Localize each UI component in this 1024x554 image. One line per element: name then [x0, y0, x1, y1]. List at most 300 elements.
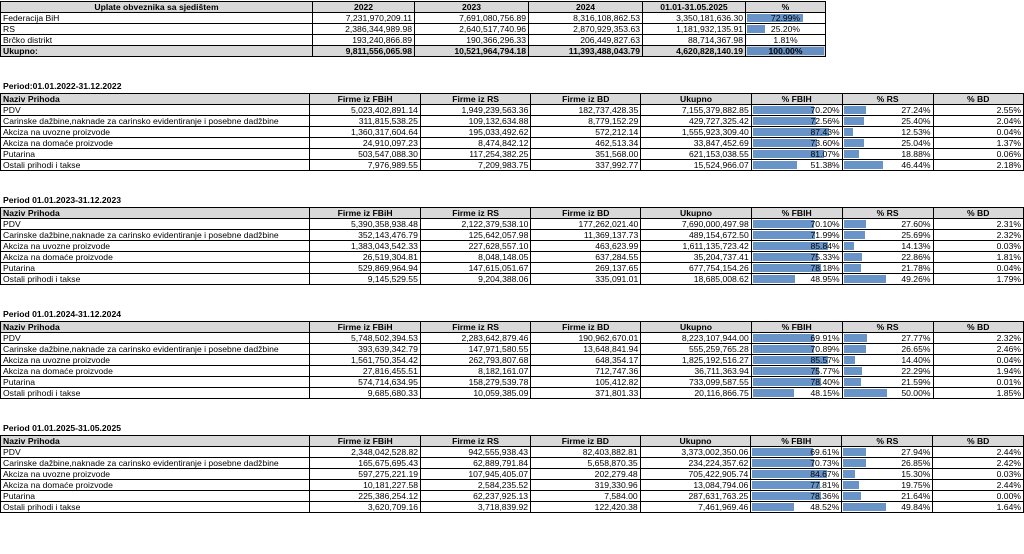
column-header: Naziv Prihoda	[1, 436, 310, 447]
percent-value: 27.77%	[901, 333, 931, 343]
summary-value-cell: 4,620,828,140.19	[643, 46, 746, 57]
percent-value: 25.04%	[901, 138, 931, 148]
summary-value-cell: 8,316,108,862.53	[529, 13, 643, 24]
percent-value: 72.56%	[810, 116, 840, 126]
amount-cell: 712,747.36	[531, 366, 641, 377]
percent-bar	[844, 128, 853, 136]
percent-bd-cell: 2.32%	[933, 333, 1024, 344]
summary-value-cell: 2,870,929,353.63	[529, 24, 643, 35]
percent-rs-cell	[842, 447, 933, 458]
percent-value: 25.40%	[901, 116, 931, 126]
amount-cell: 234,224,357.62	[640, 458, 751, 469]
percent-value: 81.07%	[810, 149, 840, 159]
table-row	[1, 263, 1024, 274]
revenue-name-cell: PDV	[1, 333, 310, 344]
revenue-name-cell: Akciza na uvozne proizvode	[1, 127, 310, 138]
period-title: Period:01.01.2022-31.12.2022	[3, 81, 122, 91]
percent-value: 51.38%	[810, 160, 840, 170]
summary-value-cell: 190,366,296.33	[415, 35, 529, 46]
percent-bd-cell: 0.04%	[933, 355, 1024, 366]
percent-value: 26.65%	[901, 344, 931, 354]
amount-cell: 190,962,670.01	[531, 333, 641, 344]
percent-bar	[753, 117, 816, 125]
column-header: Naziv Prihoda	[1, 208, 310, 219]
amount-cell: 82,403,882.81	[531, 447, 641, 458]
amount-cell: 1,825,192,516.27	[641, 355, 751, 366]
percent-bar	[844, 389, 887, 397]
amount-cell: 371,801.33	[531, 388, 641, 399]
column-header: Firme iz RS	[421, 436, 531, 447]
amount-cell: 36,711,363.94	[641, 366, 751, 377]
percent-value: 75.33%	[810, 252, 840, 262]
percent-bd-cell: 2.04%	[933, 116, 1024, 127]
percent-bar	[844, 242, 855, 250]
table-row	[1, 219, 1024, 230]
percent-rs-cell	[842, 355, 933, 366]
percent-fbih-cell	[751, 355, 842, 366]
amount-cell: 8,223,107,944.00	[641, 333, 751, 344]
amount-cell: 7,155,379,882.85	[641, 105, 751, 116]
table-row	[1, 138, 1024, 149]
summary-header: 2022	[313, 2, 415, 13]
percent-bd-cell: 2.18%	[933, 160, 1024, 171]
amount-cell: 105,412.82	[531, 377, 641, 388]
percent-value: 14.13%	[901, 241, 931, 251]
table-row	[1, 480, 1024, 491]
summary-percent-cell	[746, 13, 826, 24]
amount-cell: 35,204,737.41	[641, 252, 751, 263]
percent-value: 27.24%	[901, 105, 931, 115]
table-row	[1, 127, 1024, 138]
table-row	[1, 388, 1024, 399]
percent-value: 100.00%	[768, 46, 803, 56]
amount-cell: 429,727,325.42	[641, 116, 751, 127]
amount-cell: 165,675,695.43	[310, 458, 421, 469]
percent-bar	[844, 378, 861, 386]
percent-fbih-cell	[751, 447, 842, 458]
column-header: % FBIH	[751, 322, 842, 333]
table-row	[1, 469, 1024, 480]
amount-cell: 2,584,235.52	[421, 480, 531, 491]
summary-percent-cell	[746, 46, 826, 57]
percent-bd-cell: 1.79%	[933, 274, 1024, 285]
column-header: % BD	[933, 436, 1024, 447]
percent-fbih-cell	[751, 388, 842, 399]
amount-cell: 10,181,227.58	[310, 480, 421, 491]
summary-value-cell: 7,231,970,209.11	[313, 13, 415, 24]
percent-rs-cell	[842, 263, 933, 274]
amount-cell: 503,547,088.30	[310, 149, 420, 160]
percent-fbih-cell	[751, 344, 842, 355]
column-header: Naziv Prihoda	[1, 322, 310, 333]
percent-bar	[843, 470, 855, 478]
revenue-name-cell: Akciza na domaće proizvode	[1, 366, 310, 377]
amount-cell: 62,237,925.13	[421, 491, 531, 502]
percent-bd-cell: 2.44%	[933, 480, 1024, 491]
percent-bd-cell: 0.04%	[933, 263, 1024, 274]
percent-value: 70.20%	[810, 105, 840, 115]
percent-value: 73.60%	[810, 138, 840, 148]
revenue-name-cell: Akciza na uvozne proizvode	[1, 355, 310, 366]
percent-value: 1.81%	[773, 35, 798, 45]
table-row	[1, 333, 1024, 344]
column-header: % RS	[842, 208, 933, 219]
percent-bar	[753, 367, 819, 375]
amount-cell: 2,283,642,879.46	[420, 333, 530, 344]
percent-bar	[753, 231, 816, 239]
percent-bar	[844, 161, 884, 169]
percent-value: 27.94%	[901, 447, 931, 457]
amount-cell: 351,568.00	[531, 149, 641, 160]
percent-fbih-cell	[751, 149, 842, 160]
percent-fbih-cell	[751, 480, 842, 491]
percent-rs-cell	[842, 149, 933, 160]
column-header: Firme iz RS	[420, 322, 530, 333]
amount-cell: 1,561,750,354.42	[310, 355, 420, 366]
percent-value: 21.78%	[901, 263, 931, 273]
amount-cell: 529,869,964.94	[310, 263, 420, 274]
percent-value: 49.26%	[901, 274, 931, 284]
percent-bar	[753, 139, 817, 147]
percent-fbih-cell	[751, 491, 842, 502]
period-table	[0, 435, 1024, 513]
column-header: Firme iz FBiH	[310, 94, 420, 105]
table-row	[1, 116, 1024, 127]
amount-cell: 5,658,870.35	[531, 458, 641, 469]
percent-bd-cell: 1.94%	[933, 366, 1024, 377]
percent-bd-cell: 0.06%	[933, 149, 1024, 160]
amount-cell: 7,461,969.46	[640, 502, 751, 513]
summary-value-cell: 7,691,080,756.89	[415, 13, 529, 24]
amount-cell: 9,145,529.55	[310, 274, 420, 285]
amount-cell: 1,360,317,604.64	[310, 127, 420, 138]
percent-bar	[752, 448, 813, 456]
percent-fbih-cell	[751, 366, 842, 377]
column-header: Naziv Prihoda	[1, 94, 310, 105]
revenue-name-cell: Akciza na domaće proizvode	[1, 480, 310, 491]
column-header: % BD	[933, 322, 1024, 333]
percent-bar	[843, 492, 860, 500]
percent-value: 71.99%	[810, 230, 840, 240]
percent-rs-cell	[842, 138, 933, 149]
period-table	[0, 207, 1024, 285]
percent-bar	[843, 503, 886, 511]
summary-label-cell: RS	[1, 24, 313, 35]
table-row	[1, 252, 1024, 263]
percent-fbih-cell	[751, 469, 842, 480]
amount-cell: 335,091.01	[531, 274, 641, 285]
amount-cell: 8,474,842.12	[420, 138, 530, 149]
summary-value-cell: 2,640,517,740.96	[415, 24, 529, 35]
percent-value: 70.73%	[810, 458, 840, 468]
amount-cell: 555,259,765.28	[641, 344, 751, 355]
percent-bd-cell: 2.42%	[933, 458, 1024, 469]
amount-cell: 7,976,989.55	[310, 160, 420, 171]
percent-bar	[844, 275, 886, 283]
amount-cell: 125,642,057.98	[420, 230, 530, 241]
percent-value: 19.75%	[901, 480, 931, 490]
percent-rs-cell	[842, 252, 933, 263]
percent-value: 25.69%	[901, 230, 931, 240]
percent-bar	[753, 106, 814, 114]
table-row	[1, 241, 1024, 252]
percent-bar	[844, 334, 867, 342]
amount-cell: 733,099,587.55	[641, 377, 751, 388]
percent-bar	[753, 220, 814, 228]
period-table	[0, 93, 1024, 171]
amount-cell: 2,122,379,538.10	[420, 219, 530, 230]
percent-bd-cell: 0.03%	[933, 241, 1024, 252]
column-header: Ukupno	[641, 94, 751, 105]
percent-rs-cell	[842, 491, 933, 502]
percent-value: 78.36%	[810, 491, 840, 501]
column-header: % BD	[933, 94, 1024, 105]
revenue-name-cell: PDV	[1, 105, 310, 116]
revenue-name-cell: Putarina	[1, 377, 310, 388]
percent-fbih-cell	[751, 105, 842, 116]
percent-fbih-cell	[751, 138, 842, 149]
amount-cell: 597,275,221.19	[310, 469, 421, 480]
amount-cell: 27,816,455.51	[310, 366, 420, 377]
revenue-name-cell: Ostali prihodi i takse	[1, 274, 310, 285]
percent-fbih-cell	[751, 127, 842, 138]
percent-value: 50.00%	[901, 388, 931, 398]
summary-value-cell: 206,449,827.63	[529, 35, 643, 46]
column-header: % RS	[842, 436, 933, 447]
percent-rs-cell	[842, 160, 933, 171]
summary-header: 01.01-31.05.2025	[643, 2, 746, 13]
revenue-name-cell: Carinske dažbine,naknade za carinsko evidentiranje i posebne dadžbine	[1, 458, 310, 469]
percent-bd-cell: 2.44%	[933, 447, 1024, 458]
revenue-name-cell: Carinske dažbine,naknade za carinsko evidentiranje i posebne dadžbine	[1, 344, 310, 355]
table-row	[1, 491, 1024, 502]
amount-cell: 225,386,254.12	[310, 491, 421, 502]
amount-cell: 8,779,152.29	[531, 116, 641, 127]
percent-value: 21.64%	[901, 491, 931, 501]
column-header: % FBIH	[751, 208, 842, 219]
amount-cell: 677,754,154.26	[641, 263, 751, 274]
percent-bd-cell: 0.04%	[933, 127, 1024, 138]
amount-cell: 11,369,137.73	[531, 230, 641, 241]
amount-cell: 572,212.14	[531, 127, 641, 138]
amount-cell: 5,748,502,394.53	[310, 333, 420, 344]
column-header: Firme iz RS	[420, 94, 530, 105]
summary-header: Uplate obveznika sa sjedištem	[1, 2, 313, 13]
amount-cell: 5,023,402,891.14	[310, 105, 420, 116]
percent-fbih-cell	[751, 219, 842, 230]
percent-fbih-cell	[751, 241, 842, 252]
percent-bar	[844, 106, 866, 114]
summary-header: 2024	[529, 2, 643, 13]
table-row	[1, 160, 1024, 171]
percent-rs-cell	[842, 230, 933, 241]
column-header: Firme iz BD	[531, 208, 641, 219]
revenue-name-cell: Carinske dažbine,naknade za carinsko evidentiranje i posebne dadžbine	[1, 116, 310, 127]
percent-rs-cell	[842, 502, 933, 513]
percent-fbih-cell	[751, 160, 842, 171]
amount-cell: 648,354.17	[531, 355, 641, 366]
table-row	[1, 105, 1024, 116]
percent-bd-cell: 1.81%	[933, 252, 1024, 263]
table-row	[1, 35, 826, 46]
column-header: Ukupno	[640, 436, 751, 447]
table-row	[1, 458, 1024, 469]
percent-value: 85.84%	[810, 241, 840, 251]
amount-cell: 8,182,161.07	[420, 366, 530, 377]
percent-bd-cell: 2.46%	[933, 344, 1024, 355]
percent-rs-cell	[842, 377, 933, 388]
revenue-name-cell: Putarina	[1, 491, 310, 502]
percent-fbih-cell	[751, 116, 842, 127]
percent-value: 77.81%	[810, 480, 840, 490]
percent-bd-cell: 1.64%	[933, 502, 1024, 513]
percent-fbih-cell	[751, 252, 842, 263]
summary-value-cell: 3,350,181,636.30	[643, 13, 746, 24]
table-row	[1, 447, 1024, 458]
amount-cell: 182,737,428.35	[531, 105, 641, 116]
percent-value: 87.43%	[810, 127, 840, 137]
percent-bar	[747, 25, 765, 33]
percent-value: 21.59%	[901, 377, 931, 387]
amount-cell: 574,714,634.95	[310, 377, 420, 388]
percent-value: 48.15%	[810, 388, 840, 398]
amount-cell: 15,524,966.07	[641, 160, 751, 171]
amount-cell: 7,584.00	[531, 491, 641, 502]
percent-value: 46.44%	[901, 160, 931, 170]
summary-table	[0, 1, 826, 57]
percent-rs-cell	[842, 127, 933, 138]
amount-cell: 122,420.38	[531, 502, 641, 513]
percent-bd-cell: 0.03%	[933, 469, 1024, 480]
amount-cell: 462,513.34	[531, 138, 641, 149]
table-row	[1, 13, 826, 24]
amount-cell: 637,284.55	[531, 252, 641, 263]
percent-bar	[844, 345, 866, 353]
table-row	[1, 274, 1024, 285]
percent-value: 27.60%	[901, 219, 931, 229]
percent-fbih-cell	[751, 458, 842, 469]
amount-cell: 3,718,839.92	[421, 502, 531, 513]
revenue-name-cell: Ostali prihodi i takse	[1, 502, 310, 513]
percent-fbih-cell	[751, 230, 842, 241]
percent-rs-cell	[842, 333, 933, 344]
revenue-name-cell: Ostali prihodi i takse	[1, 160, 310, 171]
amount-cell: 7,209,983.75	[420, 160, 530, 171]
amount-cell: 942,555,938.43	[421, 447, 531, 458]
amount-cell: 1,611,135,723.42	[641, 241, 751, 252]
percent-rs-cell	[842, 388, 933, 399]
amount-cell: 1,383,043,542.33	[310, 241, 420, 252]
percent-fbih-cell	[751, 377, 842, 388]
summary-header: %	[746, 2, 826, 13]
revenue-name-cell: Akciza na uvozne proizvode	[1, 241, 310, 252]
table-row	[1, 24, 826, 35]
summary-label-cell: Ukupno:	[1, 46, 313, 57]
percent-rs-cell	[842, 366, 933, 377]
amount-cell: 9,685,680.33	[310, 388, 420, 399]
percent-value: 70.89%	[810, 344, 840, 354]
amount-cell: 7,690,000,497.98	[641, 219, 751, 230]
amount-cell: 352,143,476.79	[310, 230, 420, 241]
amount-cell: 705,422,905.74	[640, 469, 751, 480]
column-header: % FBIH	[751, 436, 842, 447]
period-title: Period 01.01.2025-31.05.2025	[3, 423, 122, 433]
amount-cell: 147,971,580.55	[420, 344, 530, 355]
column-header: Firme iz FBiH	[310, 208, 420, 219]
amount-cell: 107,945,405.07	[421, 469, 531, 480]
table-row	[1, 366, 1024, 377]
table-row	[1, 46, 826, 57]
amount-cell: 62,889,791.84	[421, 458, 531, 469]
percent-rs-cell	[842, 219, 933, 230]
percent-bar	[844, 253, 863, 261]
percent-rs-cell	[842, 116, 933, 127]
column-header: Firme iz BD	[531, 436, 641, 447]
percent-bd-cell: 2.55%	[933, 105, 1024, 116]
revenue-name-cell: Akciza na domaće proizvode	[1, 138, 310, 149]
percent-bar	[844, 150, 859, 158]
percent-value: 75.77%	[810, 366, 840, 376]
percent-value: 69.61%	[810, 447, 840, 457]
table-row	[1, 377, 1024, 388]
column-header: Firme iz RS	[420, 208, 530, 219]
column-header: % RS	[842, 94, 933, 105]
amount-cell: 319,330.96	[531, 480, 641, 491]
amount-cell: 621,153,038.55	[641, 149, 751, 160]
percent-value: 18.88%	[901, 149, 931, 159]
amount-cell: 1,555,923,309.40	[641, 127, 751, 138]
percent-bar	[753, 161, 797, 169]
percent-bar	[753, 345, 815, 353]
amount-cell: 13,648,841.94	[531, 344, 641, 355]
percent-bar	[844, 139, 864, 147]
percent-value: 70.10%	[810, 219, 840, 229]
percent-bd-cell: 2.31%	[933, 219, 1024, 230]
revenue-name-cell: Putarina	[1, 149, 310, 160]
amount-cell: 5,390,358,938.48	[310, 219, 420, 230]
amount-cell: 20,116,866.75	[641, 388, 751, 399]
summary-value-cell: 88,714,367.98	[643, 35, 746, 46]
amount-cell: 393,639,342.79	[310, 344, 420, 355]
table-row	[1, 230, 1024, 241]
amount-cell: 1,949,239,563.36	[420, 105, 530, 116]
revenue-name-cell: Carinske dažbine,naknade za carinsko evidentiranje i posebne dadžbine	[1, 230, 310, 241]
column-header: Firme iz BD	[531, 322, 641, 333]
percent-bar	[844, 220, 867, 228]
summary-percent-cell	[746, 24, 826, 35]
percent-fbih-cell	[751, 333, 842, 344]
column-header: % RS	[842, 322, 933, 333]
percent-fbih-cell	[751, 274, 842, 285]
summary-value-cell: 2,386,344,989.98	[313, 24, 415, 35]
amount-cell: 202,279.48	[531, 469, 641, 480]
period-title: Period 01.01.2023-31.12.2023	[3, 195, 122, 205]
column-header: Firme iz FBiH	[310, 436, 421, 447]
percent-bar	[753, 253, 819, 261]
summary-label-cell: Federacija BiH	[1, 13, 313, 24]
column-header: % FBIH	[751, 94, 842, 105]
percent-value: 25.20%	[770, 24, 801, 34]
amount-cell: 195,033,492.62	[420, 127, 530, 138]
percent-value: 15.30%	[901, 469, 931, 479]
percent-bar	[844, 117, 865, 125]
percent-bar	[844, 264, 862, 272]
percent-value: 85.57%	[810, 355, 840, 365]
amount-cell: 269,137.65	[531, 263, 641, 274]
percent-fbih-cell	[751, 502, 842, 513]
amount-cell: 337,992.77	[531, 160, 641, 171]
amount-cell: 13,084,794.06	[640, 480, 751, 491]
